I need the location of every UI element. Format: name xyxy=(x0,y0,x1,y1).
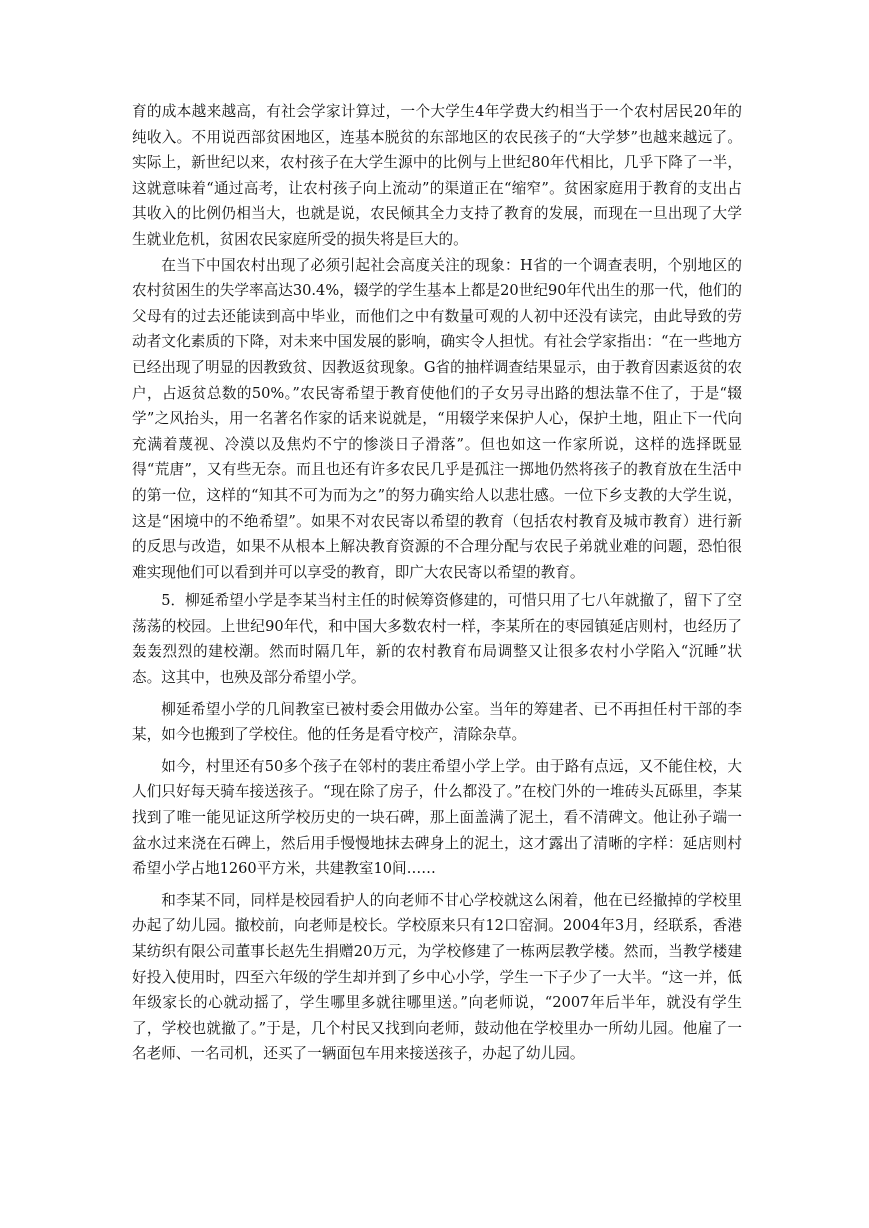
paragraph-4: 柳延希望小学的几间教室已被村委会用做办公室。当年的筹建者、已不再担任村干部的李某，如今也搬到了学校住。他的任务是看守校产，清除杂草。 xyxy=(132,700,742,744)
paragraph-1: 育的成本越来越高，有社会学家计算过，一个大学生4年学费大约相当于一个农村居民20年的纯收入。不用说西部贫困地区，连基本脱贫的东部地区的农民孩子的“大学梦”也越来越远了。实际上，新世纪以来，农村孩子在大学生源中的比例与上世纪80年代相比，几乎下降了一半，这就意味着“通过高考，让农村孩子向上流动”的渠道正在“缩窄”。贫困家庭用于教育的支出占其收入的比例仍相当大，也就是说，农民倾其全力支持了教育的发展，而现在一旦出现了大学生就业危机，贫困农民家庭所受的损失将是巨大的。 xyxy=(132,103,742,248)
paragraph-5: 如今，村里还有50多个孩子在邻村的裴庄希望小学上学。由于路有点远，又不能住校，大人们只好每天骑车接送孩子。“现在除了房子，什么都没了。”在校门外的一堆砖头瓦砾里，李某找到了唯一能见证这所学校历史的一块石碑，那上面盖满了泥土，看不清碑文。他让孙子端一盆水过来浇在石碑上，然后用手慢慢地抹去碑身上的泥土，这才露出了清晰的字样：延店则村希望小学占地1260平方米，共建教室10间…… xyxy=(132,757,742,878)
paragraph-3: 5．柳延希望小学是李某当村主任的时候筹资修建的，可惜只用了七八年就撤了，留下了空荡荡的校园。上世纪90年代，和中国大多数农村一样，李某所在的枣园镇延店则村，也经历了轰轰烈烈的建校潮。然而时隔几年，新的农村教育布局调整又让很多农村小学陷入“沉睡”状态。这其中，也殃及部分希望小学。 xyxy=(132,592,742,687)
paragraph-2: 在当下中国农村出现了必须引起社会高度关注的现象：H省的一个调查表明，个别地区的农村贫困生的失学率高达30.4%，辍学的学生基本上都是20世纪90年代出生的那一代，他们的父母有的过去还能读到高中毕业，而他们之中有数量可观的人初中还没有读完，由此导致的劳动者文化素质的下降，对未来中国发展的影响，确实令人担忧。有社会学家指出：“在一些地方已经出现了明显的因教致贫、因教返贫现象。G省的抽样调查结果显示，由于教育因素返贫的农户，占返贫总数的50%。”农民寄希望于教育使他们的子女另寻出路的想法靠不住了，于是“辍学”之风抬头，用一名著名作家的话来说就是，“用辍学来保护人心，保护土地，阻止下一代向充满着蔑视、冷漠以及焦灼不宁的惨淡日子滑落”。但也如这一作家所说，这样的选择既显得“荒唐”，又有些无奈。而且也还有许多农民几乎是孤注一掷地仍然将孩子的教育放在生活中的第一位，这样的“知其不可为而为之”的努力确实给人以悲壮感。一位下乡支教的大学生说，这是“困境中的不绝希望”。如果不对农民寄以希望的教育（包括农村教育及城市教育）进行新的反思与改造，如果不从根本上解决教育资源的不合理分配与农民子弟就业难的问题，恐怕很难实现他们可以看到并可以享受的教育，即广大农民寄以希望的教育。 xyxy=(132,256,743,581)
paragraph-6: 和李某不同，同样是校园看护人的向老师不甘心学校就这么闲着，他在已经撤掉的学校里办起了幼儿园。撤校前，向老师是校长。学校原来只有12口窑洞。2004年3月，经联系，香港某纺织有限公司董事长赵先生捐赠20万元，为学校修建了一栋两层教学楼。然而，当教学楼建好投入使用时，四至六年级的学生却并到了乡中心小学，学生一下子少了一大半。“这一并，低年级家长的心就动摇了，学生哪里多就往哪里送。”向老师说，“2007年后半年，就没有学生了，学校也就撤了。”于是，几个村民又找到向老师，鼓动他在学校里办一所幼儿园。他雇了一名老师、一名司机，还买了一辆面包车用来接送孩子，办起了幼儿园。 xyxy=(132,891,742,1063)
document-page xyxy=(132,99,742,1067)
